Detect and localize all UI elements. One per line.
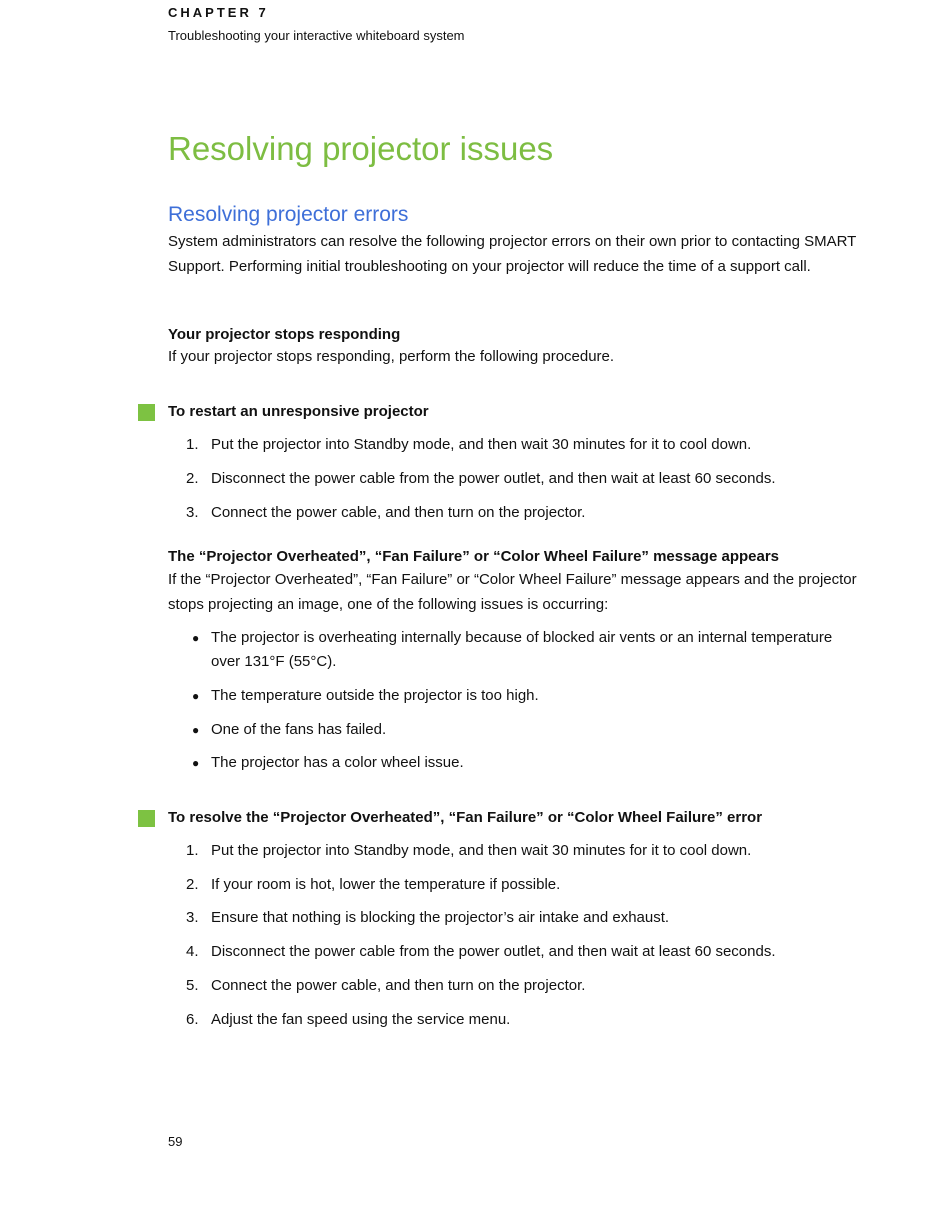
bullet-text: The projector has a color wheel issue. (211, 754, 464, 771)
step-text: Connect the power cable, and then turn on the projector. (211, 977, 586, 994)
procedure-title: To restart an unresponsive projector (168, 403, 429, 420)
bullet-text: The projector is overheating internally because of blocked air vents or an internal temperature over 131°F (55°C). (211, 629, 833, 670)
section-title: Resolving projector errors (168, 203, 409, 226)
step-text: Put the projector into Standby mode, and then wait 30 minutes for it to cool down. (211, 436, 752, 453)
topic2-heading: The “Projector Overheated”, “Fan Failure” or “Color Wheel Failure” message appears (168, 548, 780, 565)
section-intro: System administrators can resolve the following projector errors on their own prior to contacting SMART Support. Performing initial troubleshooting on your projector will reduce the time of a support call. (168, 233, 857, 275)
topic1-heading: Your projector stops responding (168, 326, 401, 343)
step-text: If your room is hot, lower the temperature if possible. (211, 876, 561, 893)
step-number: 3. (186, 909, 199, 926)
step-number: 5. (186, 977, 199, 994)
step-number: 1. (186, 436, 199, 453)
topic2-intro: If the “Projector Overheated”, “Fan Failure” or “Color Wheel Failure” message appears and the projector stops projecting an image, one of the following issues is occurring: (168, 571, 857, 613)
procedure-marker-icon (138, 404, 155, 421)
step-number: 2. (186, 876, 199, 893)
bullet-icon: ● (192, 756, 200, 770)
step-number: 2. (186, 470, 199, 487)
chapter-label: CHAPTER 7 (168, 5, 269, 20)
bullet-icon: ● (192, 631, 200, 645)
chapter-subtitle: Troubleshooting your interactive whiteboard system (168, 28, 465, 43)
step-text: Connect the power cable, and then turn on the projector. (211, 504, 586, 521)
step-number: 4. (186, 943, 199, 960)
bullet-text: The temperature outside the projector is too high. (211, 687, 539, 704)
step-text: Put the projector into Standby mode, and then wait 30 minutes for it to cool down. (211, 842, 752, 859)
bullet-icon: ● (192, 689, 200, 703)
step-text: Disconnect the power cable from the power outlet, and then wait at least 60 seconds. (211, 943, 776, 960)
procedure-marker-icon (138, 810, 155, 827)
bullet-text: One of the fans has failed. (211, 721, 387, 738)
bullet-icon: ● (192, 723, 200, 737)
step-text: Adjust the fan speed using the service menu. (211, 1011, 511, 1028)
page-number: 59 (168, 1134, 183, 1149)
procedure-title: To resolve the “Projector Overheated”, “Fan Failure” or “Color Wheel Failure” error (168, 809, 763, 826)
step-number: 1. (186, 842, 199, 859)
topic1-intro: If your projector stops responding, perform the following procedure. (168, 348, 615, 365)
step-text: Ensure that nothing is blocking the projector’s air intake and exhaust. (211, 909, 670, 926)
page-title: Resolving projector issues (168, 130, 554, 167)
step-text: Disconnect the power cable from the power outlet, and then wait at least 60 seconds. (211, 470, 776, 487)
step-number: 6. (186, 1011, 199, 1028)
step-number: 3. (186, 504, 199, 521)
